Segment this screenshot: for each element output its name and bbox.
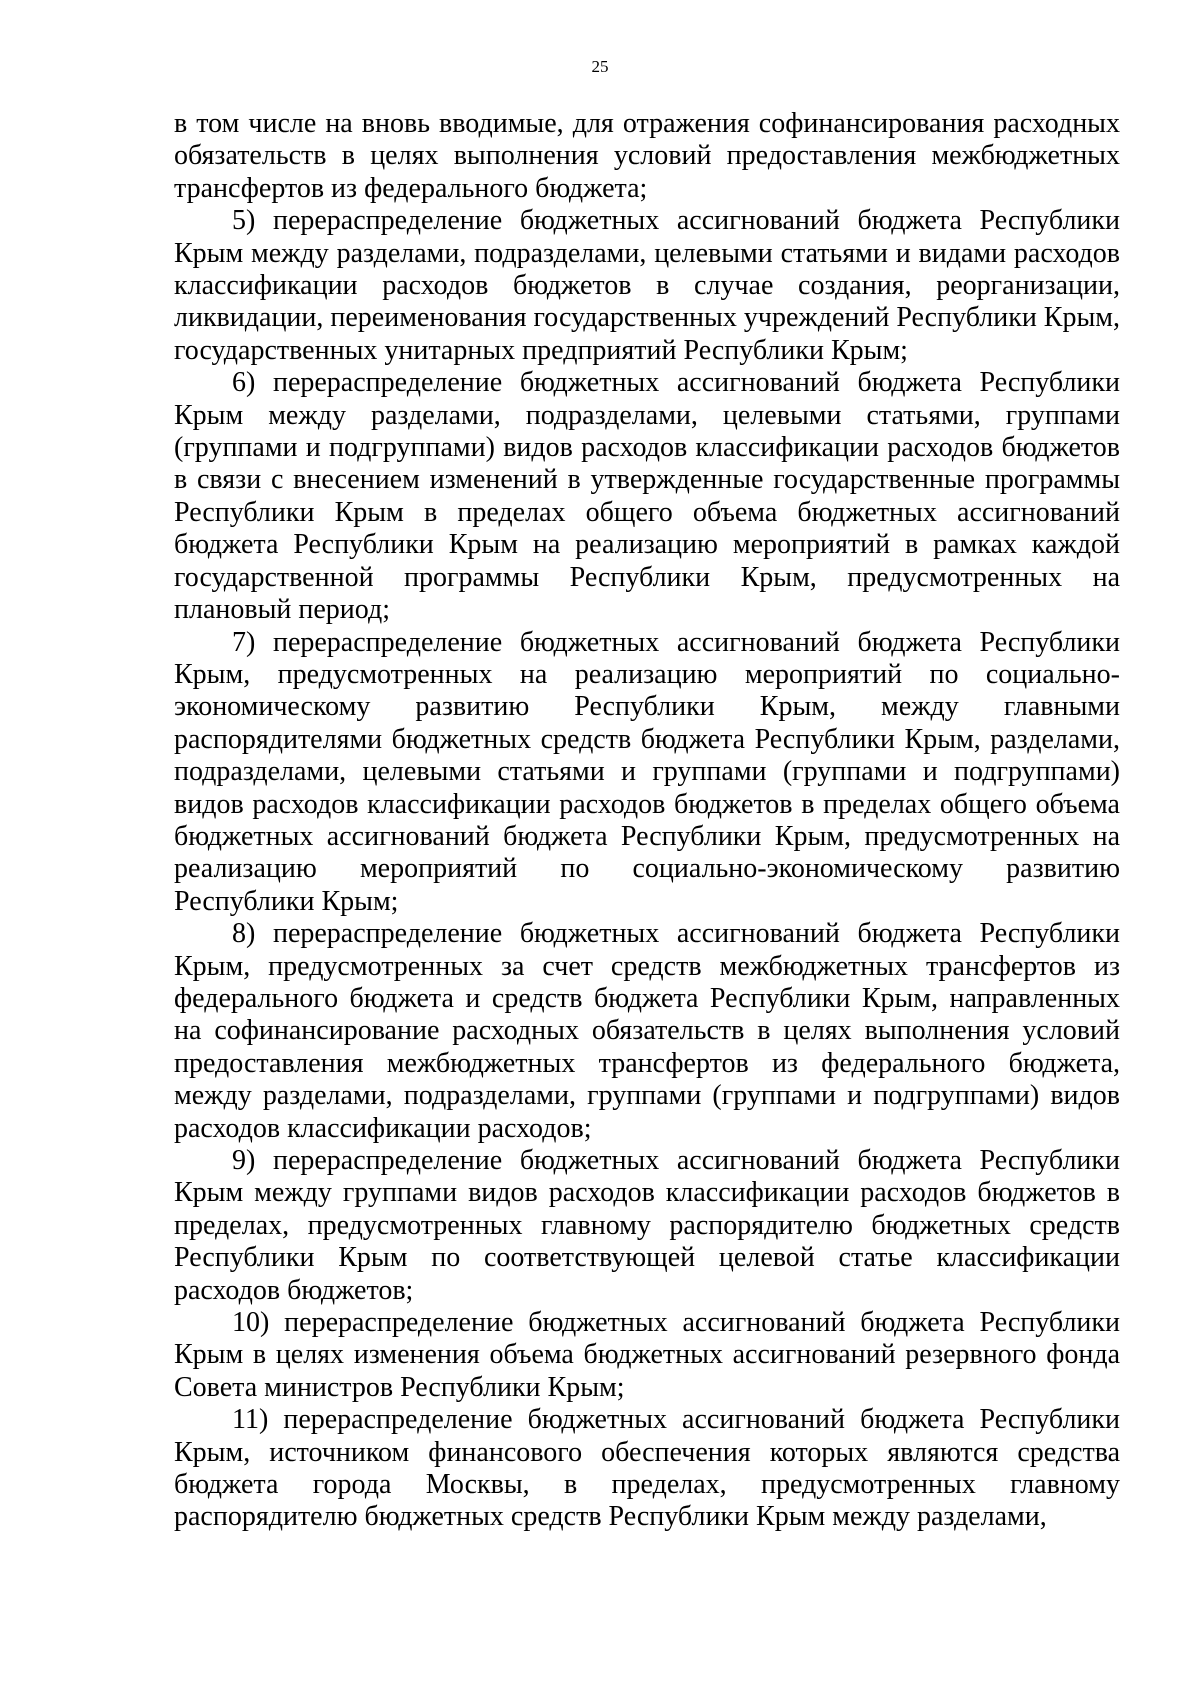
page-number: 25: [591, 57, 609, 76]
paragraph-continuation: в том числе на вновь вводимые, для отражения софинансирования расходных обязательств в целях выполнения условий предоставления межбюджетных трансфертов из федерального бюджета;: [174, 108, 1120, 204]
paragraph-item-10: 10) перераспределение бюджетных ассигнований бюджета Республики Крым в целях изменения объема бюджетных ассигнований резервного фонда Совета министров Республики Крым;: [174, 1307, 1120, 1403]
document-body: [174, 108, 1120, 1534]
paragraph-item-9: 9) перераспределение бюджетных ассигнований бюджета Республики Крым между группами видов расходов классификации расходов бюджетов в пределах, предусмотренных главному распорядителю бюджетных средств Республики Крым по соответствующей целевой статье классификации расходов бюджетов;: [174, 1145, 1120, 1306]
paragraph-item-8: 8) перераспределение бюджетных ассигнований бюджета Республики Крым, предусмотренных за счет средств межбюджетных трансфертов из федерального бюджета и средств бюджета Республики Крым, направленных на софинансирование расходных обязательств в целях выполнения условий предоставления межбюджетных трансфертов из федерального бюджета, между разделами, подразделами, группами (группами и подгруппами) видов расходов классификации расходов;: [174, 918, 1120, 1144]
paragraph-item-5: 5) перераспределение бюджетных ассигнований бюджета Республики Крым между разделами, подразделами, целевыми статьями и видами расходов классификации расходов бюджетов в случае создания, реорганизации, ликвидации, переименования государственных учреждений Республики Крым, государственных унитарных предприятий Республики Крым;: [174, 205, 1121, 366]
paragraph-item-11: 11) перераспределение бюджетных ассигнований бюджета Республики Крым, источником финансового обеспечения которых являются средства бюджета города Москвы, в пределах, предусмотренных главному распорядителю бюджетных средств Республики Крым между разделами,: [174, 1404, 1120, 1533]
paragraph-item-7: 7) перераспределение бюджетных ассигнований бюджета Республики Крым, предусмотренных на реализацию мероприятий по социально-экономическому развитию Республики Крым, между главными распорядителями бюджетных средств бюджета Республики Крым, разделами, подразделами, целевыми статьями и группами (группами и подгруппами) видов расходов классификации расходов бюджетов в пределах общего объема бюджетных ассигнований бюджета Республики Крым, предусмотренных на реализацию мероприятий по социально-экономическому развитию Республики Крым;: [174, 626, 1120, 917]
paragraph-item-6: 6) перераспределение бюджетных ассигнований бюджета Республики Крым между разделами, подразделами, целевыми статьями, группами (группами и подгруппами) видов расходов классификации расходов бюджетов в связи с внесением изменений в утвержденные государственные программы Республики Крым в пределах общего объема бюджетных ассигнований бюджета Республики Крым на реализацию мероприятий в рамках каждой государственной программы Республики Крым, предусмотренных на плановый период;: [174, 367, 1120, 626]
